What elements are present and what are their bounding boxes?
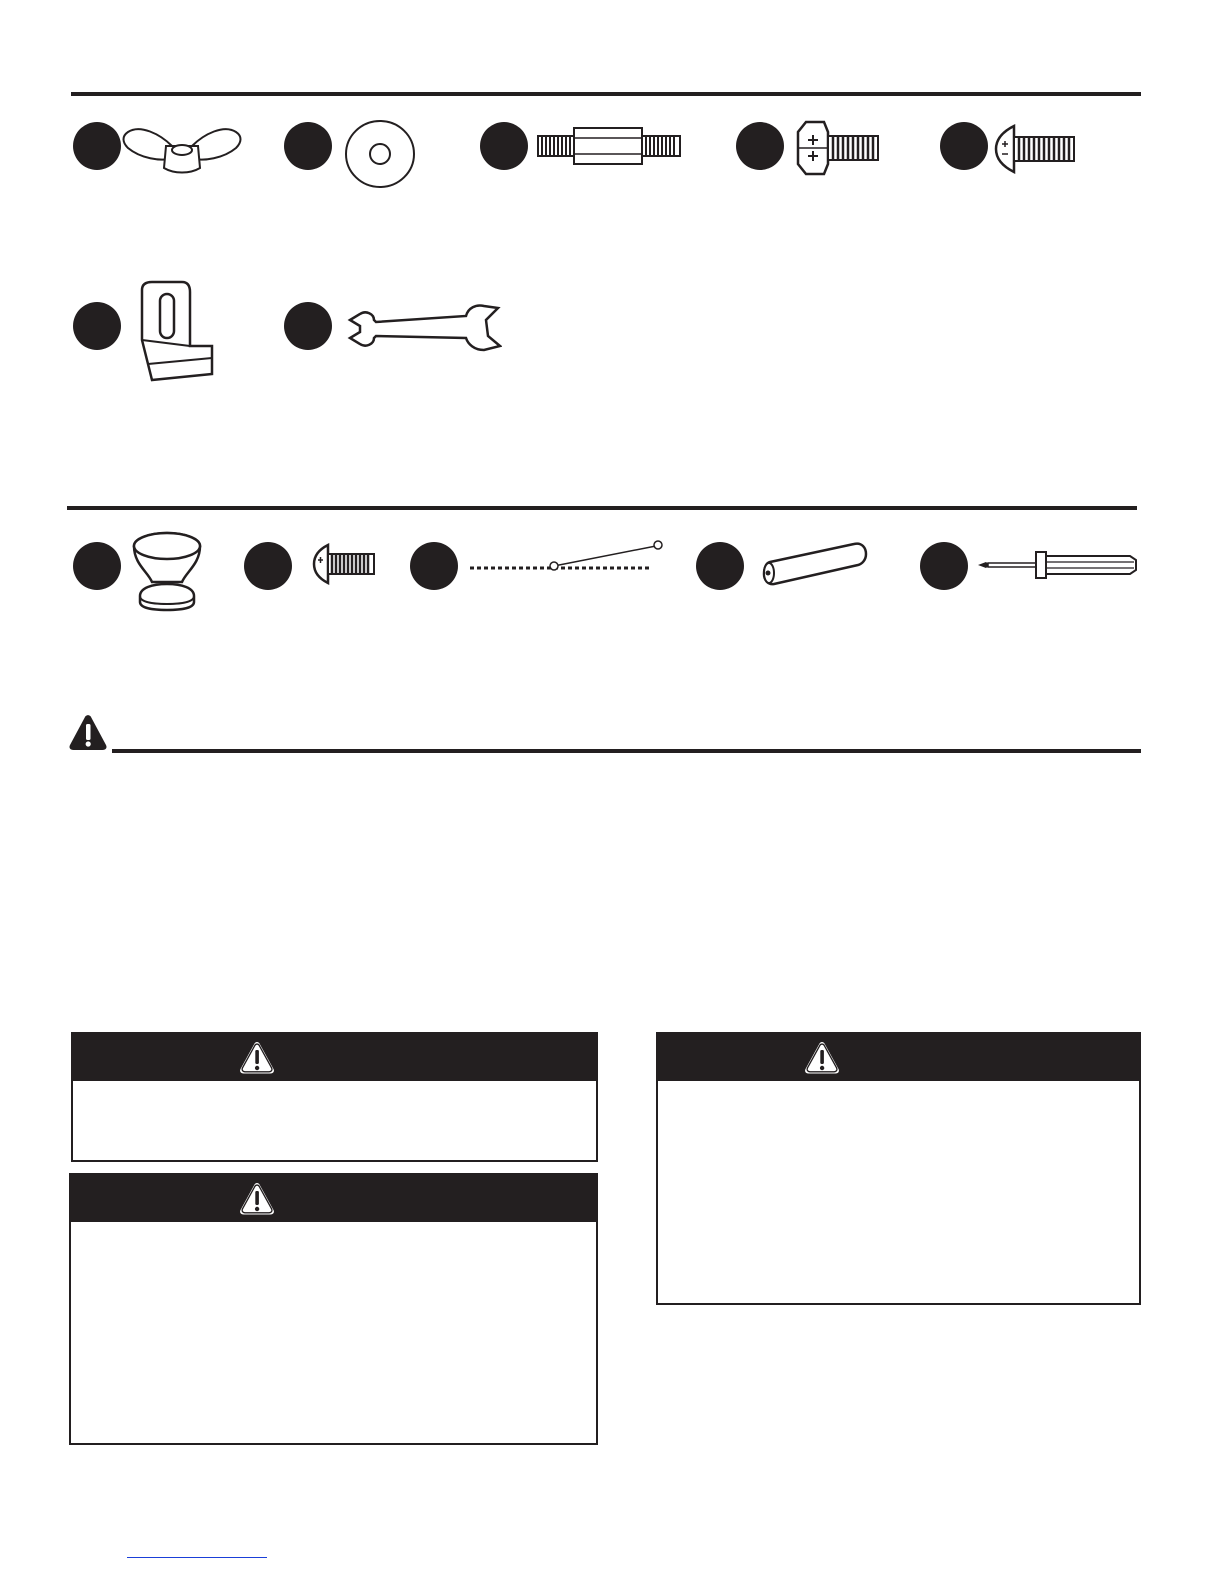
part-badge xyxy=(696,542,744,590)
open-end-wrench-icon xyxy=(346,302,502,354)
hardware-section-rule xyxy=(71,92,1141,96)
warning-triangle-icon xyxy=(804,1041,840,1075)
screw-icon xyxy=(312,542,378,586)
part-badge xyxy=(920,542,968,590)
knob-icon xyxy=(128,530,206,612)
footer-link[interactable] xyxy=(127,1557,267,1558)
wing-nut-icon xyxy=(120,118,244,178)
warning-triangle-icon xyxy=(68,714,108,752)
warning-box xyxy=(71,1032,598,1162)
part-badge xyxy=(284,302,332,350)
flat-washer-icon xyxy=(342,118,420,190)
part-badge xyxy=(284,122,332,170)
threaded-standoff-icon xyxy=(534,124,684,168)
warning-triangle-icon xyxy=(239,1041,275,1075)
part-badge xyxy=(244,542,292,590)
part-badge xyxy=(73,542,121,590)
part-badge xyxy=(480,122,528,170)
warning-box-header xyxy=(73,1034,596,1081)
ball-chain-icon xyxy=(466,536,670,576)
warning-box xyxy=(656,1032,1141,1305)
part-badge xyxy=(736,122,784,170)
warning-box xyxy=(69,1173,598,1445)
screwdriver-icon xyxy=(976,548,1140,582)
part-badge xyxy=(410,542,458,590)
aa-battery-icon xyxy=(758,540,872,588)
hex-head-bolt-icon xyxy=(794,118,882,178)
warning-triangle-icon xyxy=(239,1182,275,1216)
warning-box-header xyxy=(71,1175,596,1222)
kit-section-rule xyxy=(67,506,1137,510)
part-badge xyxy=(73,302,121,350)
warning-box-header xyxy=(658,1034,1139,1081)
part-badge xyxy=(940,122,988,170)
truss-head-screw-icon xyxy=(994,122,1078,176)
part-badge xyxy=(73,122,121,170)
slotted-bracket-icon xyxy=(128,280,218,388)
safety-section-rule xyxy=(112,749,1141,753)
